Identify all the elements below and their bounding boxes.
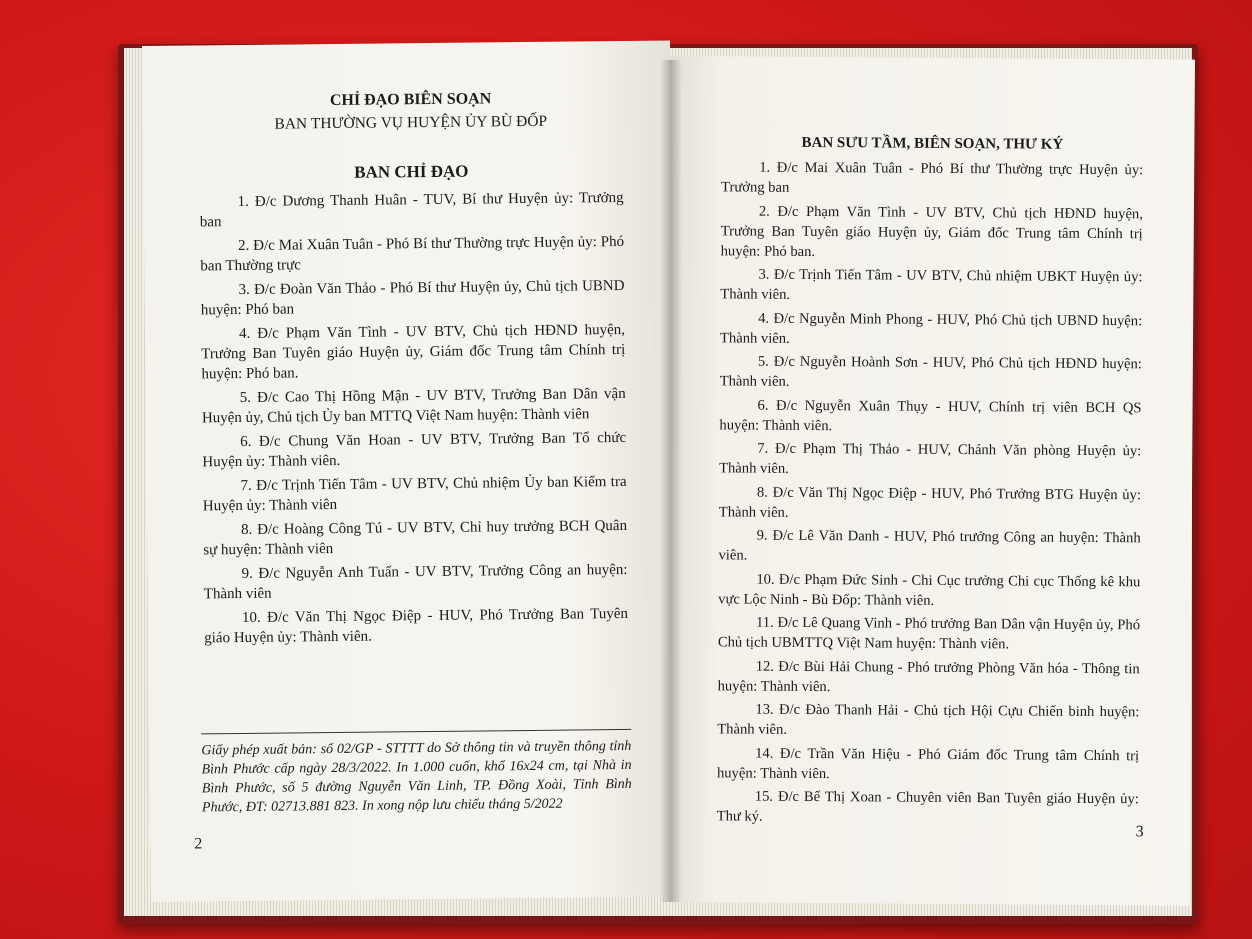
list-item: 5. Đ/c Cao Thị Hồng Mận - UV BTV, Trưởng Ban Dân vận Huyện ủy, Chủ tịch Ủy ban MTTQ Việt Nam huyện: Thành viên <box>201 385 626 427</box>
list-item: 15. Đ/c Bế Thị Xoan - Chuyên viên Ban Tuyên giáo Huyện ủy: Thư ký. <box>716 788 1139 825</box>
left-page <box>142 40 679 901</box>
list-item: 4. Đ/c Phạm Văn Tình - UV BTV, Chủ tịch HĐND huyện, Trưởng Ban Tuyên giáo Huyện ủy, Giám đốc Trung tâm Chính trị huyện: Phó ban. <box>201 321 626 383</box>
list-item: 9. Đ/c Lê Văn Danh - HUV, Phó trưởng Công an huyện: Thành viên. <box>718 527 1141 564</box>
right-page-content <box>717 134 1144 832</box>
section-title-ban-suu-tam: BAN SƯU TẦM, BIÊN SOẠN, THƯ KÝ <box>801 134 1064 153</box>
list-item: 4. Đ/c Nguyễn Minh Phong - HUV, Phó Chủ tịch UBND huyện: Thành viên. <box>719 310 1143 347</box>
right-page <box>664 56 1195 906</box>
list-item: 3. Đ/c Đoàn Văn Thảo - Phó Bí thư Huyện ủy, Chủ tịch UBND huyện: Phó ban <box>200 277 625 319</box>
list-item: 10. Đ/c Văn Thị Ngọc Điệp - HUV, Phó Trưởng Ban Tuyên giáo Huyện ủy: Thành viên. <box>204 605 629 647</box>
list-item: 7. Đ/c Trịnh Tiến Tâm - UV BTV, Chủ nhiệm Ủy ban Kiểm tra Huyện ủy: Thành viên <box>202 473 627 515</box>
list-item: 8. Đ/c Văn Thị Ngọc Điệp - HUV, Phó Trưởng BTG Huyện ủy: Thành viên. <box>718 484 1142 521</box>
list-item: 14. Đ/c Trần Văn Hiệu - Phó Giám đốc Trung tâm Chính trị huyện: Thành viên. <box>716 745 1140 782</box>
left-entry-list <box>200 188 629 648</box>
list-item: 1. Đ/c Dương Thanh Huân - TUV, Bí thư Huyện ủy: Trưởng ban <box>199 189 624 231</box>
left-page-content <box>198 89 628 652</box>
list-item: 9. Đ/c Nguyễn Anh Tuấn - UV BTV, Trưởng Công an huyện: Thành viên <box>203 561 628 603</box>
list-item: 12. Đ/c Bùi Hải Chung - Phó trưởng Phòng Văn hóa - Thông tin huyện: Thành viên. <box>717 658 1140 695</box>
list-item: 7. Đ/c Phạm Thị Thảo - HUV, Chánh Văn phòng Huyện ủy: Thành viên. <box>719 440 1142 477</box>
book-gutter-shadow <box>660 60 682 902</box>
list-item: 13. Đ/c Đào Thanh Hải - Chủ tịch Hội Cựu Chiến binh huyện: Thành viên. <box>717 701 1140 738</box>
list-item: 6. Đ/c Nguyễn Xuân Thụy - HUV, Chính trị viên BCH QS huyện: Thành viên. <box>719 397 1142 434</box>
list-item: 2. Đ/c Phạm Văn Tình - UV BTV, Chủ tịch HĐND huyện, Trưởng Ban Tuyên giáo Huyện ủy, Giám đốc Trung tâm Chính trị huyện: Phó ban. <box>720 203 1143 260</box>
publishing-license: Giấy phép xuất bản: số 02/GP - STTTT do Sở thông tin và truyền thông tỉnh Bình Phước cấp ngày 28/3/2022. In 1.000 cuốn, khổ 16x24 cm, tại Nhà in Bình Phước, số 5 đường Nguyễn Văn Linh, TP. Đồng Xoài, Tỉnh Bình Phước, ĐT: 02713.881 823. In xong nộp lưu chiểu tháng 5/2022 <box>201 738 632 816</box>
section-title-ban-chi-dao: BAN CHỈ ĐẠO <box>354 161 469 182</box>
list-item: 6. Đ/c Chung Văn Hoan - UV BTV, Trưởng Ban Tổ chức Huyện ủy: Thành viên. <box>202 429 627 471</box>
page-subheading: BAN THƯỜNG VỤ HUYỆN ỦY BÙ ĐỐP <box>274 112 548 133</box>
list-item: 2. Đ/c Mai Xuân Tuân - Phó Bí thư Thường trực Huyện ủy: Phó ban Thường trực <box>200 233 625 275</box>
page-number-left: 2 <box>194 835 203 853</box>
list-item: 11. Đ/c Lê Quang Vinh - Phó trưởng Ban Dân vận Huyện ủy, Phó Chủ tịch UBMTTQ Việt Nam huyện: Thành viên. <box>717 614 1141 653</box>
page-number-right: 3 <box>1135 823 1144 841</box>
list-item: 5. Đ/c Nguyễn Hoành Sơn - HUV, Phó Chủ tịch HĐND huyện: Thành viên. <box>719 353 1142 390</box>
list-item: 3. Đ/c Trịnh Tiến Tâm - UV BTV, Chủ nhiệm UBKT Huyện ủy: Thành viên. <box>720 266 1143 303</box>
list-item: 8. Đ/c Hoàng Công Tú - UV BTV, Chỉ huy trưởng BCH Quân sự huyện: Thành viên <box>203 517 628 559</box>
page-heading: CHỈ ĐẠO BIÊN SOẠN <box>329 90 492 110</box>
list-item: 1. Đ/c Mai Xuân Tuân - Phó Bí thư Thường trực Huyện ủy: Trưởng ban <box>721 159 1144 196</box>
footnote-rule <box>201 729 631 735</box>
list-item: 10. Đ/c Phạm Đức Sinh - Chi Cục trưởng Chi cục Thống kê khu vực Lộc Ninh - Bù Đốp: Thành viên. <box>718 571 1141 609</box>
right-entry-list <box>717 157 1144 829</box>
